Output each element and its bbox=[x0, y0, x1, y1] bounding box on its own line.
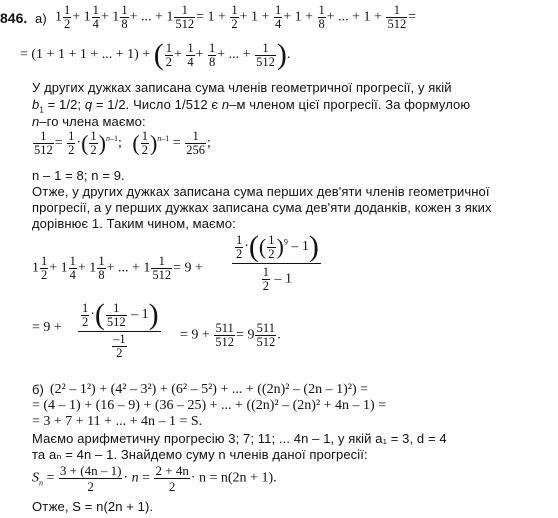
text-line-3: n–го члена маємо: bbox=[32, 114, 146, 129]
nth-term-eq: $\frac{1}{512}$ = $\frac{1}{2}$ ·( $\frac{1}{2}$ )$^{n-1}$; ( $\frac{1}{2}$ )$^{n-1}$ = $\frac{1}{256}$ ; bbox=[34, 129, 211, 157]
text-line-1: У других дужках записана сума членів геометричної прогресії, у якій bbox=[32, 80, 452, 95]
text-line-4: Отже, у других дужках записана сума перших дев'яти членів геометричної bbox=[32, 184, 490, 199]
simplified-fraction: $\frac{1}{2}$ ·( $\frac{1}{512}$ – 1) $\frac{-1}{2}$ bbox=[78, 300, 161, 360]
problem-number: 846. bbox=[0, 10, 28, 26]
sum-result: = 9 + $\frac{511}{512}$ = 9 $\frac{511}{512}$ . bbox=[180, 321, 281, 349]
n-equation: n – 1 = 8; n = 9. bbox=[32, 168, 125, 183]
part-a-label: а) bbox=[35, 11, 47, 26]
text-line-6: дорівнює 1. Таким чином, маємо: bbox=[32, 216, 236, 231]
text-line-5: прогресії, а у перших дужках записана сума дев'яти доданків, кожен з яких bbox=[32, 200, 492, 215]
sum-eq-2: = 9 + bbox=[32, 320, 62, 335]
text-line-2: $b_1 = 1/2$; q = 1/2. Число 1/512 є n–м членом цієї прогресії. За формулою bbox=[32, 97, 471, 115]
geom-sum-fraction: $\frac{1}{2}$ ·(( $\frac{1}{2}$ )$^9$ – 1) $\frac{1}{2}$ – 1 bbox=[232, 232, 321, 293]
part-b-label: б) bbox=[32, 382, 44, 397]
eq-line-1: 1 $\frac{1}{2}$ + 1 $\frac{1}{4}$ + 1 $\frac{1}{8}$ + ... + 1 $\frac{1}{512}$ = 1 + $\frac{1}{2}$ + 1 + $\frac{1}{4}$ + 1 + $\frac{1}{8}$ + ... + 1 + $\frac{1}{512}$ = bbox=[55, 3, 417, 31]
sum-lhs: 1 $\frac{1}{2}$ + 1 $\frac{1}{4}$ + 1 $\frac{1}{8}$ + ... + 1 $\frac{1}{512}$ = 9 + bbox=[32, 254, 203, 282]
text-line-7: Маємо арифметичну прогресію 3; 7; 11; ... 4n – 1, у якій a₁ = 3, d = 4 bbox=[32, 431, 447, 446]
final-answer: Отже, S = n(2n + 1). bbox=[32, 499, 154, 514]
eq-line-2: = (1 + 1 + 1 + ... + 1) + ( $\frac{1}{2}$ + $\frac{1}{4}$ + $\frac{1}{8}$ + ... + $\frac{1}{512}$ ). bbox=[20, 38, 291, 71]
part-b-line-2: = (4 – 1) + (16 – 9) + (36 – 25) + ... + ((2n)² – (2n)² + 4n – 1) = bbox=[32, 398, 387, 413]
part-b-line-3: = 3 + 7 + 11 + ... + 4n – 1 = S. bbox=[32, 414, 203, 429]
part-b-line-1: (2² – 1²) + (4² – 3²) + (6² – 5²) + ... + ((2n)² – (2n – 1)²) = bbox=[50, 382, 369, 397]
text-line-8: та aₙ = 4n – 1. Знайдемо суму n членів даної прогресії: bbox=[32, 447, 368, 462]
sn-formula: $S_n$ = $\frac{3 + (4n - 1)}{2}$ · n = $\frac{2 + 4n}{2}$ · n = n(2n + 1). bbox=[32, 463, 277, 494]
